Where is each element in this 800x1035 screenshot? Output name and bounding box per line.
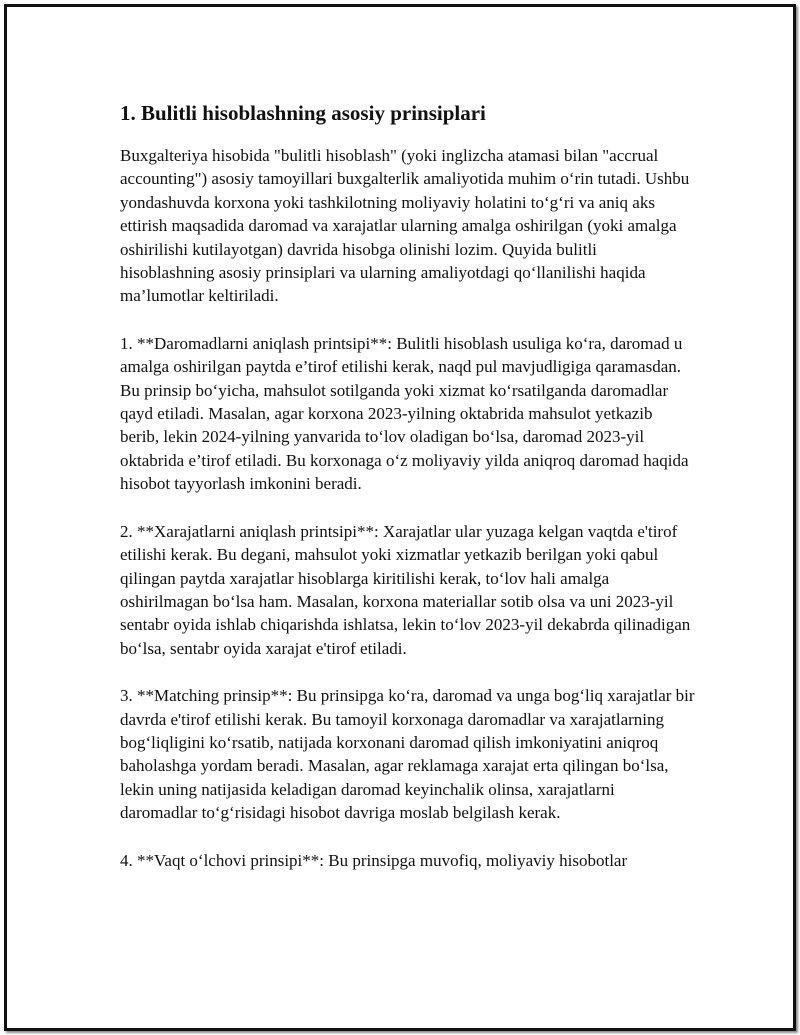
time-period-principle-paragraph: 4. **Vaqt o‘lchovi prinsipi**: Bu prinsipga muvofiq, moliyaviy hisobotlar xyxy=(120,850,628,870)
intro-paragraph: Buxgalteriya hisobida "bulitli hisoblash" (yoki inglizcha atamasi bilan "accrual accounting") asosiy tamoyillari buxgalterlik amaliyotida muhim o‘rin tutadi. Ushbu yondashuvda korxona yoki tashkilotning moliyaviy holatini to‘g‘ri va aniq aks ettirish maqsadida daromad va xarajatlar ularning amalga oshirilgan (yoki amalga oshirilishi kutilayotgan) davrida hisobga olinishi lozim. Quyida bulitli hisoblashning asosiy prinsiplari va ularning amaliyotdagi qo‘llanilishi haqida ma’lumotlar keltiriladi. xyxy=(120,146,690,306)
document-title: 1. Bulitli hisoblashning asosiy prinsiplari xyxy=(120,101,486,125)
expense-principle-paragraph: 2. **Xarajatlarni aniqlash printsipi**: Xarajatlar ular yuzaga kelgan vaqtda e'tirof etilishi kerak. Bu degani, mahsulot yoki xizmatlar yetkazib berilgan yoki qabul qilingan paytda xarajatlar hisoblarga kiritilishi kerak, to‘lov hali amalga oshirilmagan bo‘lsa ham. Masalan, korxona materiallar sotib olsa va uni 2023-yil sentabr oyida ishlab chiqarishda ishlatsa, lekin to‘lov 2023-yil dekabrda qilinadigan bo‘lsa, sentabr oyida xarajat e'tirof etiladi. xyxy=(120,521,691,658)
document-page xyxy=(4,4,796,1031)
revenue-principle-paragraph: 1. **Daromadlarni aniqlash printsipi**: Bulitli hisoblash usuliga ko‘ra, daromad u amalga oshirilgan paytda e’tirof etilishi kerak, naqd pul mavjudligiga qaramasdan. Bu prinsip bo‘yicha, mahsulot sotilganda yoki xizmat ko‘rsatilganda daromadlar qayd etiladi. Masalan, agar korxona 2023-yilning oktabrida mahsulot yetkazib berib, lekin 2024-yilning yanvarida to‘lov oladigan bo‘lsa, daromad 2023-yil oktabrida e’tirof etiladi. Bu korxonaga o‘z moliyaviy yilda aniqroq daromad haqida hisobot tayyorlash imkonini beradi. xyxy=(120,333,689,494)
document-body xyxy=(120,99,695,896)
matching-principle-paragraph: 3. **Matching prinsip**: Bu prinsipga ko‘ra, daromad va unga bog‘liq xarajatlar bir davrda e'tirof etilishi kerak. Bu tamoyil korxonaga daromadlar va xarajatlarning bog‘liqligini ko‘rsatib, natijada korxonani daromad qilish imkoniyatini aniqroq baholashga yordam beradi. Masalan, agar reklamaga xarajat erta qilingan bo‘lsa, lekin uning natijasida keladigan daromad keyinchalik olinsa, xarajatlarni daromadlar to‘g‘risidagi hisobot davriga moslab belgilash kerak. xyxy=(120,686,695,823)
